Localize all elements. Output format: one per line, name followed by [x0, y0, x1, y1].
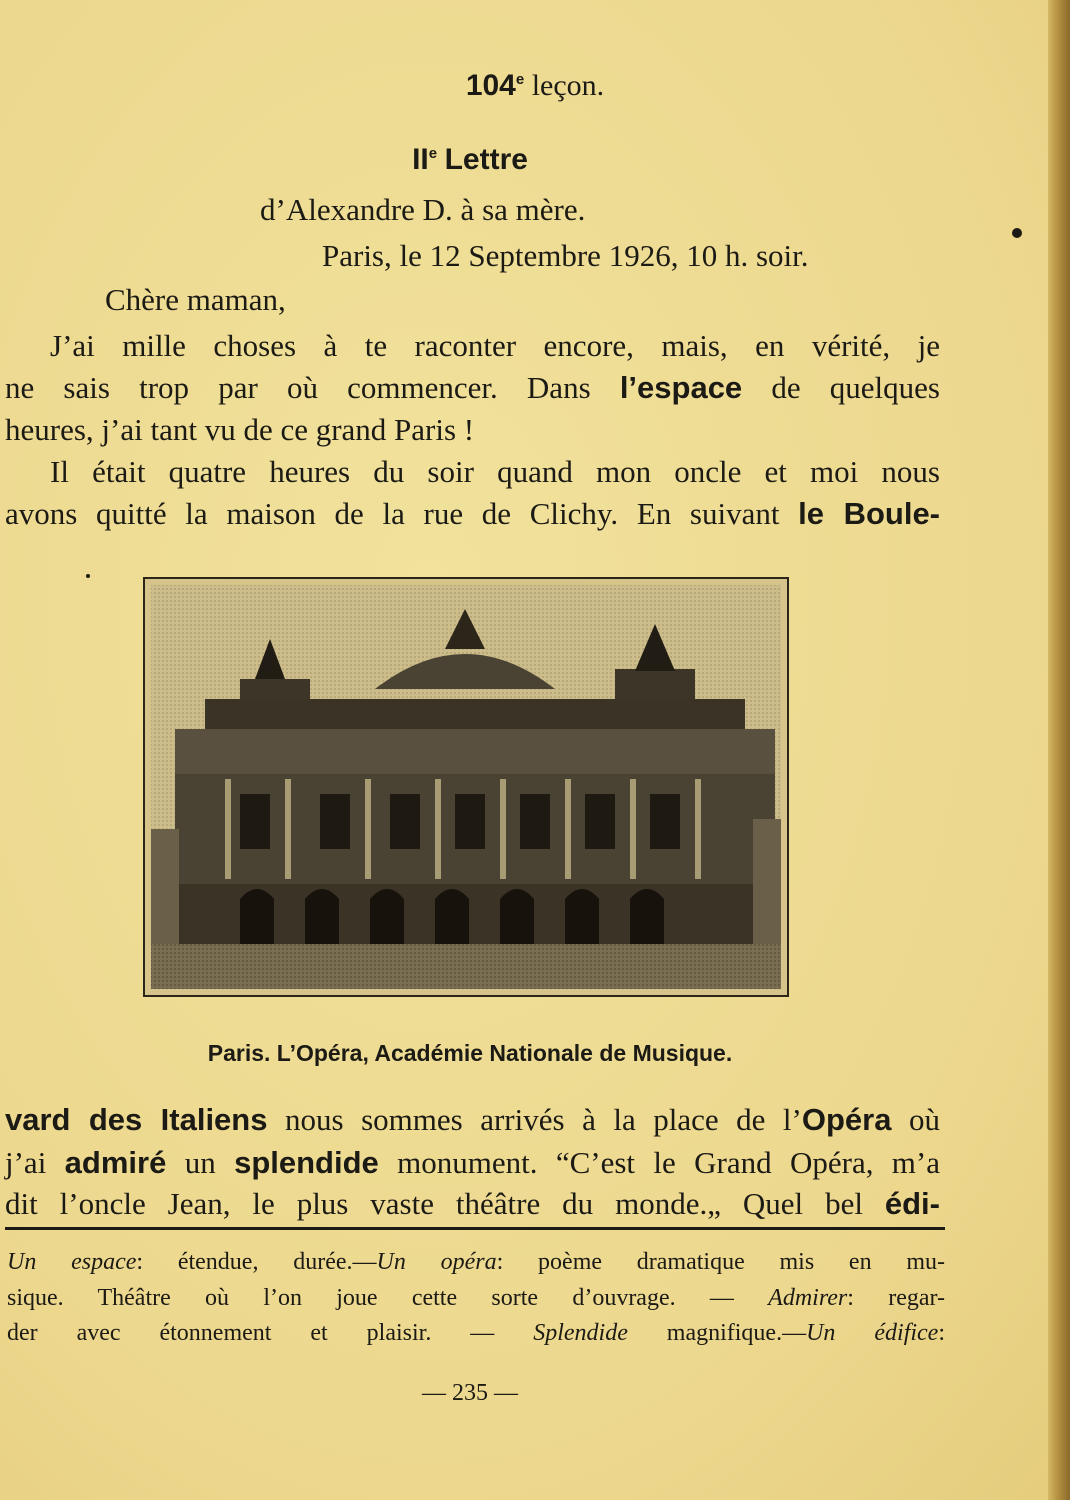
- letter-subtitle: d’Alexandre D. à sa mère.: [260, 192, 586, 227]
- paragraph-line: heures, j’ai tant vu de ce grand Paris !: [5, 412, 475, 447]
- lesson-title: 104e leçon.: [465, 69, 605, 102]
- paragraph-line: Il était quatre heures du soir quand mon oncle et moi nous: [50, 454, 940, 489]
- opera-building-illustration: [145, 579, 787, 995]
- page-edge: [1048, 0, 1070, 1500]
- footnote-line: Un espace: étendue, durée.—Un opéra: poème dramatique mis en mu-: [7, 1249, 945, 1275]
- opera-photo: [143, 577, 789, 997]
- paragraph-line: avons quitté la maison de la rue de Clichy. En suivant le Boule-: [5, 496, 941, 531]
- paragraph-line: dit l’oncle Jean, le plus vaste théâtre du monde.„ Quel bel édi-: [5, 1186, 940, 1221]
- footnote-line: sique. Théâtre où l’on joue cette sorte d’ouvrage. — Admirer: regar-: [7, 1285, 946, 1311]
- paragraph-line: ne sais trop par où commencer. Dans l’espace de quelques: [5, 370, 940, 405]
- footnote-divider: [5, 1227, 945, 1230]
- paragraph-line: vard des Italiens nous sommes arrivés à la place de l’Opéra où: [5, 1102, 940, 1137]
- footnote-line: der avec étonnement et plaisir. — Splendide magnifique.—Un édifice:: [7, 1320, 945, 1346]
- paragraph-line: j’ai admiré un splendide monument. “C’est le Grand Opéra, m’a: [5, 1145, 941, 1180]
- ink-spot: [86, 574, 90, 578]
- salutation: Chère maman,: [105, 282, 286, 317]
- page-number: — 235 —: [422, 1380, 518, 1406]
- figure-caption: Paris. L’Opéra, Académie Nationale de Musique.: [207, 1040, 733, 1066]
- ink-spot: [1012, 228, 1022, 238]
- letter-title: IIe Lettre: [412, 143, 528, 176]
- paragraph-line: J’ai mille choses à te raconter encore, mais, en vérité, je: [50, 328, 940, 363]
- dateline: Paris, le 12 Septembre 1926, 10 h. soir.: [322, 238, 809, 273]
